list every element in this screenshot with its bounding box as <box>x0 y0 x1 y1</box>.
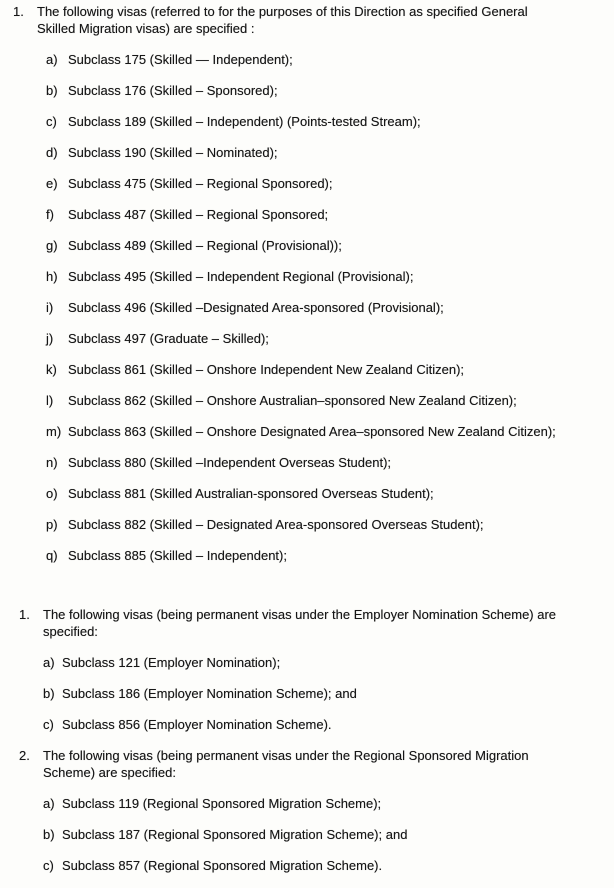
section-heading <box>0 747 614 781</box>
list-item <box>43 654 614 671</box>
item-letter: m) <box>46 424 62 439</box>
section-heading <box>0 606 614 640</box>
list-item <box>43 795 614 812</box>
item-text: Subclass 862 (Skilled – Onshore Australian–sponsored New Zealand Citizen); <box>68 393 517 408</box>
item-letter: d) <box>46 145 58 160</box>
item-text: Subclass 176 (Skilled – Sponsored); <box>68 83 278 98</box>
item-letter: b) <box>43 827 55 842</box>
section-number: 1. <box>19 607 30 622</box>
item-text: Subclass 495 (Skilled – Independent Regional (Provisional); <box>68 269 414 284</box>
list-item <box>43 685 614 702</box>
heading-line: The following visas (being permanent visas under the Regional Sponsored Migration <box>43 748 529 763</box>
item-letter: o) <box>46 486 58 501</box>
item-letter: q) <box>46 548 58 563</box>
heading-line: Skilled Migration visas) are specified : <box>37 21 255 36</box>
item-letter: h) <box>46 269 58 284</box>
list-item <box>46 113 614 130</box>
item-letter: a) <box>43 655 55 670</box>
item-letter: g) <box>46 238 58 253</box>
list-item <box>46 516 614 533</box>
item-letter: a) <box>46 52 58 67</box>
item-letter: c) <box>43 858 54 873</box>
item-text: Subclass 121 (Employer Nomination); <box>62 655 281 670</box>
item-text: Subclass 175 (Skilled — Independent); <box>68 52 293 67</box>
list-item <box>46 485 614 502</box>
item-text: Subclass 881 (Skilled Australian-sponsored Overseas Student); <box>68 486 434 501</box>
section-heading-text <box>43 606 614 640</box>
list-item <box>46 423 614 440</box>
item-letter: c) <box>43 717 54 732</box>
list-item <box>43 716 614 733</box>
section-heading <box>0 3 614 37</box>
item-letter: j) <box>46 331 54 346</box>
list-item <box>46 51 614 68</box>
section-rsms-visas <box>0 747 614 874</box>
item-text: Subclass 186 (Employer Nomination Scheme); and <box>62 686 357 701</box>
item-letter: k) <box>46 362 57 377</box>
list-item <box>46 454 614 471</box>
item-text: Subclass 475 (Skilled – Regional Sponsored); <box>68 176 333 191</box>
section-heading-text <box>37 3 614 37</box>
list-item <box>46 392 614 409</box>
item-letter: l) <box>46 393 54 408</box>
section-number: 1. <box>13 4 24 19</box>
heading-line: specified: <box>43 624 98 639</box>
item-letter: e) <box>46 176 58 191</box>
section-heading-text <box>43 747 614 781</box>
item-letter: b) <box>43 686 55 701</box>
item-text: Subclass 496 (Skilled –Designated Area-sponsored (Provisional); <box>68 300 444 315</box>
item-text: Subclass 882 (Skilled – Designated Area-sponsored Overseas Student); <box>68 517 484 532</box>
list-item <box>46 206 614 223</box>
item-text: Subclass 189 (Skilled – Independent) (Points-tested Stream); <box>68 114 421 129</box>
item-letter: i) <box>46 300 54 315</box>
item-text: Subclass 863 (Skilled – Onshore Designated Area–sponsored New Zealand Citizen); <box>68 424 556 439</box>
list-item <box>43 857 614 874</box>
item-text: Subclass 885 (Skilled – Independent); <box>68 548 287 563</box>
list-item <box>46 144 614 161</box>
heading-line: The following visas (referred to for the purposes of this Direction as specified General <box>37 4 528 19</box>
item-text: Subclass 190 (Skilled – Nominated); <box>68 145 278 160</box>
list-item <box>46 547 614 564</box>
item-text: Subclass 861 (Skilled – Onshore Independent New Zealand Citizen); <box>68 362 465 377</box>
list-item <box>46 82 614 99</box>
list-item <box>46 268 614 285</box>
item-text: Subclass 857 (Regional Sponsored Migration Scheme). <box>62 858 383 873</box>
list-item <box>43 826 614 843</box>
list-item <box>46 237 614 254</box>
item-letter: c) <box>46 114 57 129</box>
item-text: Subclass 487 (Skilled – Regional Sponsored; <box>68 207 329 222</box>
list-item <box>46 330 614 347</box>
heading-line: Scheme) are specified: <box>43 765 176 780</box>
item-letter: b) <box>46 83 58 98</box>
list-item <box>46 361 614 378</box>
heading-line: The following visas (being permanent visas under the Employer Nomination Scheme) are <box>43 607 557 622</box>
item-text: Subclass 856 (Employer Nomination Scheme). <box>62 717 332 732</box>
list-item <box>46 175 614 192</box>
item-letter: f) <box>46 207 54 222</box>
section-number: 2. <box>19 748 30 763</box>
item-text: Subclass 187 (Regional Sponsored Migration Scheme); and <box>62 827 408 842</box>
item-letter: p) <box>46 517 58 532</box>
item-text: Subclass 497 (Graduate – Skilled); <box>68 331 269 346</box>
list-item <box>46 299 614 316</box>
item-text: Subclass 880 (Skilled –Independent Overseas Student); <box>68 455 392 470</box>
item-text: Subclass 489 (Skilled – Regional (Provisional)); <box>68 238 342 253</box>
item-letter: n) <box>46 455 58 470</box>
section-ens-visas <box>0 606 614 733</box>
item-text: Subclass 119 (Regional Sponsored Migration Scheme); <box>62 796 382 811</box>
item-letter: a) <box>43 796 55 811</box>
